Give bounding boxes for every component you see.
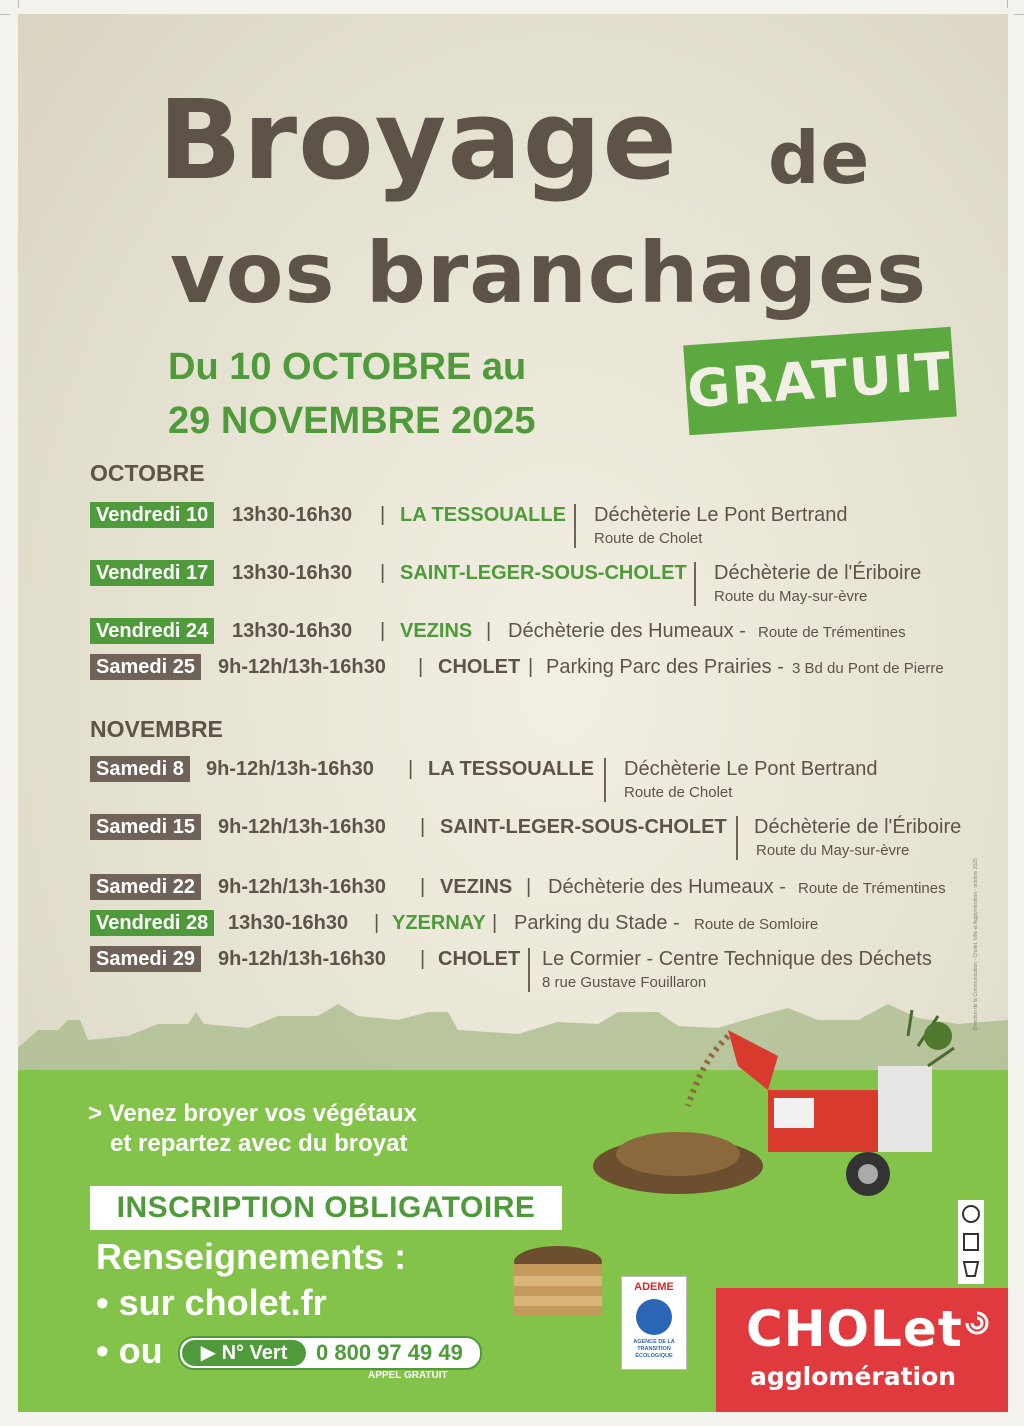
swirl-icon xyxy=(964,1310,990,1336)
event-address: 8 rue Gustave Fouillaron xyxy=(542,974,707,991)
event-place: Déchèterie Le Pont Bertrand xyxy=(624,758,878,780)
event-town: LA TESSOUALLE xyxy=(428,758,594,780)
event-town: SAINT-LEGER-SOUS-CHOLET xyxy=(440,816,727,838)
separator: | xyxy=(408,758,414,780)
wood-chipper-illustration xyxy=(578,1006,958,1206)
event-address: Route du May-sur-èvre xyxy=(714,588,868,605)
separator: | xyxy=(380,620,386,642)
appel-gratuit-note: APPEL GRATUIT xyxy=(368,1370,448,1381)
event-address: Route de Trémentines xyxy=(798,880,946,897)
event-town: SAINT-LEGER-SOUS-CHOLET xyxy=(400,562,687,584)
event-time: 9h-12h/13h-16h30 xyxy=(206,758,374,780)
event-place: Déchèterie Le Pont Bertrand xyxy=(594,504,848,526)
event-day: Samedi 22 xyxy=(90,874,201,900)
poster xyxy=(18,14,1008,1412)
event-place: Déchèterie des Humeaux - xyxy=(548,876,786,898)
event-time: 9h-12h/13h-16h30 xyxy=(218,876,386,898)
date-range-line-2: 29 NOVEMBRE 2025 xyxy=(168,400,536,442)
month-novembre: NOVEMBRE xyxy=(90,716,223,742)
website-bullet[interactable]: • sur cholet.fr xyxy=(96,1282,327,1323)
event-address: 3 Bd du Pont de Pierre xyxy=(792,660,944,677)
event-time: 13h30-16h30 xyxy=(228,912,349,934)
crop-mark xyxy=(18,0,19,8)
event-address: Route de Trémentines xyxy=(758,624,906,641)
event-place: Déchèterie des Humeaux - xyxy=(508,620,746,642)
phone-number[interactable]: 0 800 97 49 49 xyxy=(316,1340,463,1365)
event-town: VEZINS xyxy=(400,620,473,642)
event-place: Parking du Stade - xyxy=(514,912,680,934)
separator: | xyxy=(420,948,426,970)
crop-mark xyxy=(0,14,10,15)
separator-bar xyxy=(528,948,530,992)
cholet-wordmark: CHOLet xyxy=(746,1300,963,1358)
event-time: 9h-12h/13h-16h30 xyxy=(218,656,386,678)
event-place: Déchèterie de l'Ériboire xyxy=(714,562,922,584)
separator: | xyxy=(420,876,426,898)
event-day: Vendredi 24 xyxy=(90,618,214,644)
event-day: Vendredi 17 xyxy=(90,560,214,586)
event-time: 9h-12h/13h-16h30 xyxy=(218,816,386,838)
numero-vert-box[interactable] xyxy=(178,1336,482,1370)
event-day: Samedi 29 xyxy=(90,946,201,972)
event-address: Route de Cholet xyxy=(594,530,703,547)
title-line-1: Broyage xyxy=(158,76,678,204)
event-address: Route de Cholet xyxy=(624,784,733,801)
date-range-line-1: Du 10 OCTOBRE au xyxy=(168,346,527,388)
separator: | xyxy=(418,656,424,678)
separator: | xyxy=(374,912,380,934)
event-day: Samedi 15 xyxy=(90,814,201,840)
crop-mark xyxy=(1007,0,1008,8)
pitch-line-1: > Venez broyer vos végétaux xyxy=(88,1100,417,1127)
crate-illustration xyxy=(506,1236,610,1320)
cholet-subtitle: agglomération xyxy=(750,1362,957,1391)
month-octobre: OCTOBRE xyxy=(90,460,205,486)
separator-bar xyxy=(574,504,576,548)
event-day: Samedi 8 xyxy=(90,756,190,782)
event-place: Déchèterie de l'Ériboire xyxy=(754,816,962,838)
renseignements-heading: Renseignements : xyxy=(96,1236,407,1277)
ademe-subtitle: AGENCE DE LA TRANSITION ÉCOLOGIQUE xyxy=(633,1339,675,1359)
event-day: Vendredi 28 xyxy=(90,910,214,936)
event-place: Le Cormier - Centre Technique des Déchets xyxy=(542,948,932,970)
separator: | xyxy=(528,656,534,678)
event-time: 13h30-16h30 xyxy=(232,620,353,642)
event-address: Route du May-sur-èvre xyxy=(756,842,910,859)
separator-bar xyxy=(604,758,606,802)
event-place: Parking Parc des Prairies - xyxy=(546,656,784,678)
pitch-line-2: et repartez avec du broyat xyxy=(110,1130,408,1157)
event-time: 9h-12h/13h-16h30 xyxy=(218,948,386,970)
globe-icon xyxy=(636,1299,672,1335)
separator: | xyxy=(492,912,498,934)
separator-bar xyxy=(736,816,738,860)
separator: | xyxy=(380,504,386,526)
gratuit-badge: GRATUIT xyxy=(683,327,957,435)
inscription-banner: INSCRIPTION OBLIGATOIRE xyxy=(90,1186,562,1230)
ademe-logo xyxy=(621,1276,687,1370)
event-town: VEZINS xyxy=(440,876,513,898)
separator: | xyxy=(420,816,426,838)
crop-mark xyxy=(1014,14,1024,15)
event-time: 13h30-16h30 xyxy=(232,562,353,584)
separator: | xyxy=(526,876,532,898)
title-line-2: vos branchages xyxy=(170,224,928,322)
recycling-icons xyxy=(958,1200,984,1284)
event-day: Vendredi 10 xyxy=(90,502,214,528)
phone-bullet: • ou xyxy=(96,1330,163,1371)
event-day: Samedi 25 xyxy=(90,654,201,680)
event-address: Route de Somloire xyxy=(694,916,819,933)
event-town: LA TESSOUALLE xyxy=(400,504,566,526)
event-town: CHOLET xyxy=(438,948,521,970)
numero-vert-label xyxy=(182,1340,306,1366)
event-town: YZERNAY xyxy=(392,912,486,934)
separator: | xyxy=(486,620,492,642)
credit-line xyxy=(968,834,980,1034)
separator: | xyxy=(380,562,386,584)
event-time: 13h30-16h30 xyxy=(232,504,353,526)
separator-bar xyxy=(694,562,696,606)
credit-text: Direction de la Communication - Cholet, Ville et Agglomération - octobre 2025 xyxy=(973,858,979,1030)
numero-vert-text: N° Vert xyxy=(221,1342,288,1364)
play-icon: ▶ xyxy=(200,1342,216,1364)
title-line-1b: de xyxy=(768,116,871,200)
cholet-agglomeration-logo xyxy=(716,1288,1008,1412)
ademe-title: ADEME xyxy=(634,1281,674,1293)
event-town: CHOLET xyxy=(438,656,521,678)
recycle-icon xyxy=(958,1200,984,1284)
